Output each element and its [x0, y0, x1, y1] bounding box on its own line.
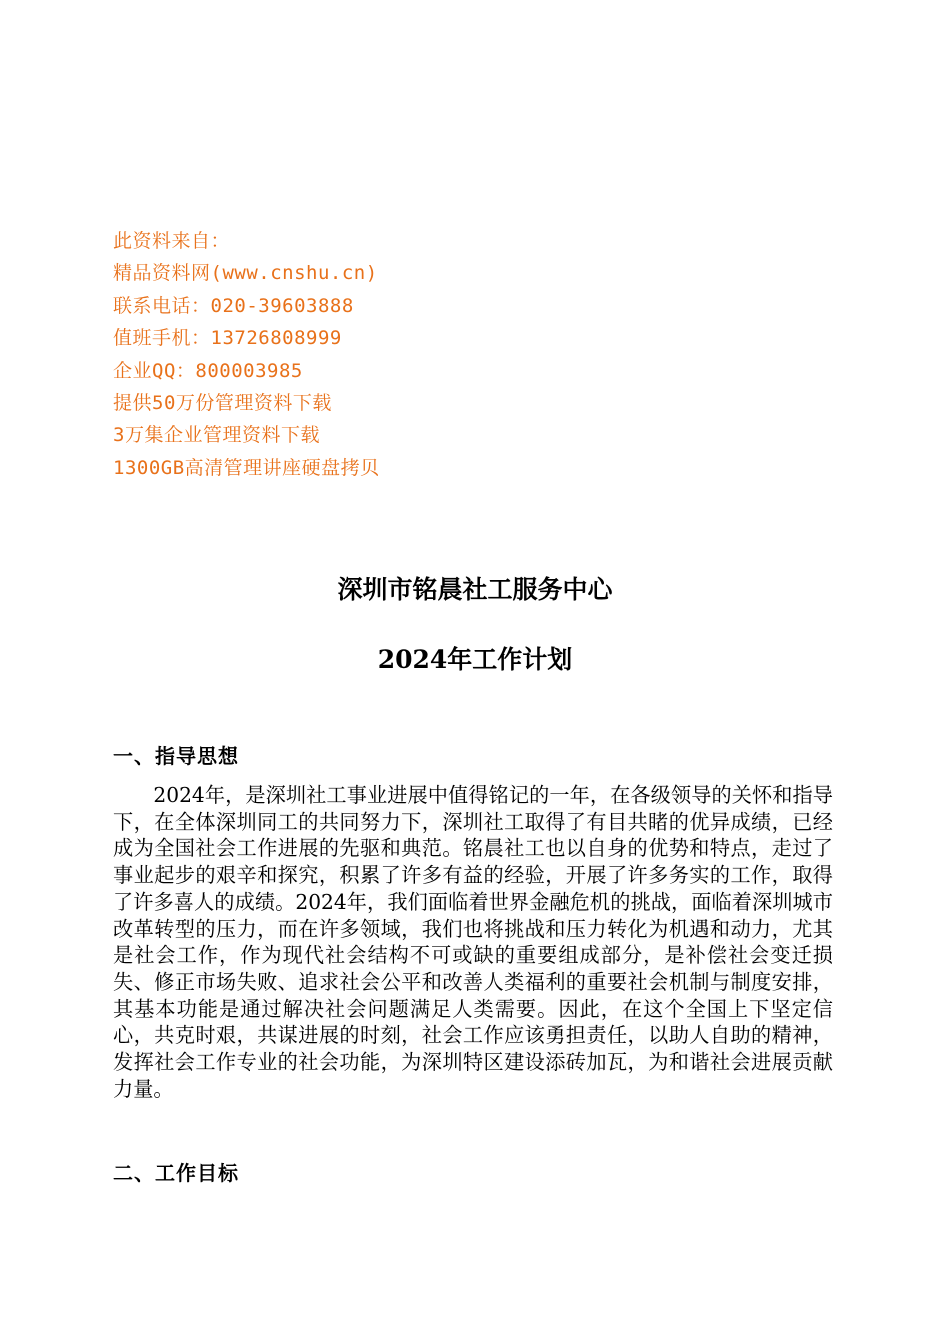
- document-title: 深圳市铭晨社工服务中心: [337, 575, 613, 604]
- source-info-line: 1300GB高清管理讲座硬盘拷贝: [113, 456, 380, 479]
- source-info-block: [113, 225, 673, 484]
- section-heading-guiding-ideology: 一、指导思想: [113, 744, 239, 768]
- source-info-line: 值班手机：13726808999: [113, 327, 342, 350]
- source-info-line: 3万集企业管理资料下载: [113, 424, 320, 447]
- source-info-line: 此资料来自：: [113, 230, 231, 252]
- source-info-line: 联系电话：020-39603888: [113, 294, 354, 317]
- source-info-line: 企业QQ：800003985: [113, 359, 303, 382]
- document-subtitle: 2024年工作计划: [377, 645, 573, 674]
- source-info-line: 精品资料网(www.cnshu.cn): [113, 262, 378, 285]
- source-info-line: 提供50万份管理资料下载: [113, 391, 332, 414]
- section-paragraph: 2024年，是深圳社工事业进展中值得铭记的一年，在各级领导的关怀和指导下，在全体深圳同工的共同努力下，深圳社工取得了有目共睹的优异成绩，已经成为全国社会工作进展的先驱和典范。铭晨社工也以自身的优势和特点，走过了事业起步的艰辛和探究，积累了许多有益的经验，开展了许多务实的工作，取得了许多喜人的成绩。2024年，我们面临着世界金融危机的挑战，面临着深圳城市改革转型的压力，而在许多领域，我们也将挑战和压力转化为机遇和动力，尤其是社会工作，作为现代社会结构不可或缺的重要组成部分，是补偿社会变迁损失、修正市场失败、追求社会公平和改善人类福利的重要社会机制与制度安排，其基本功能是通过解决社会问题满足人类需要。因此，在这个全国上下坚定信心，共克时艰，共谋进展的时刻，社会工作应该勇担责任，以助人自助的精神，发挥社会工作专业的社会功能，为深圳特区建设添砖加瓦，为和谐社会进展贡献力量。: [113, 783, 833, 1101]
- section-heading-work-goals: 二、工作目标: [113, 1161, 239, 1185]
